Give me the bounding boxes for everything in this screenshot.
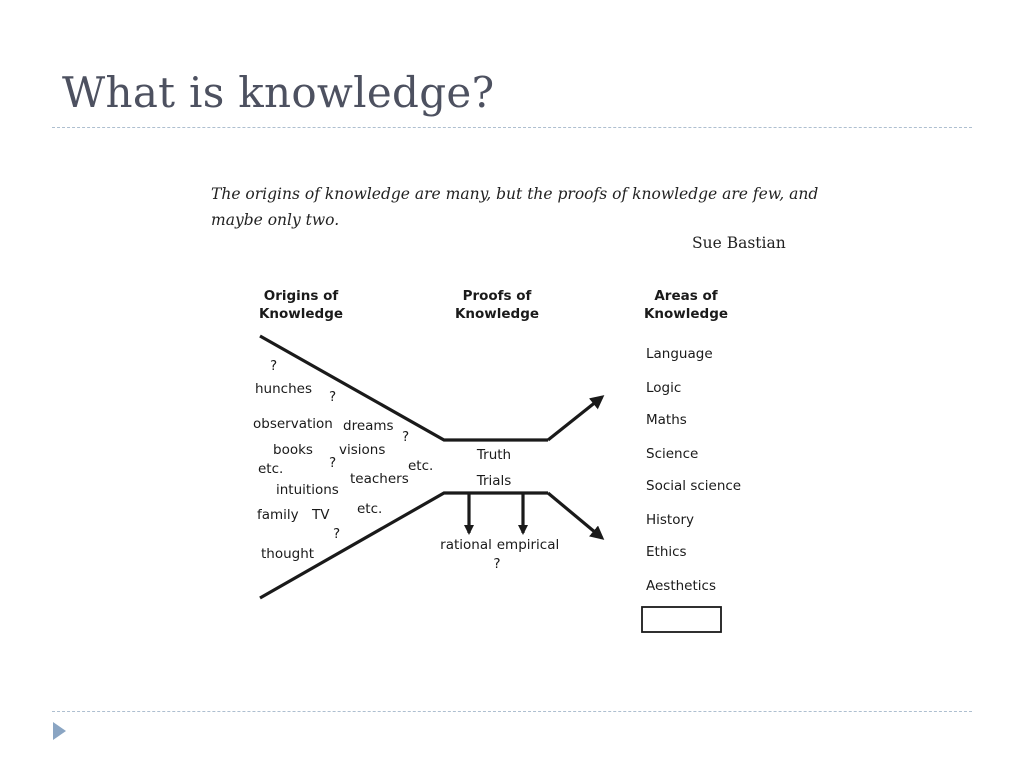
- area-maths: Maths: [646, 412, 687, 428]
- footer-divider: [52, 711, 972, 712]
- origin-dreams: dreams: [343, 418, 394, 434]
- origin-question-5: ?: [333, 526, 341, 542]
- origin-question-4: ?: [329, 455, 337, 471]
- quote-line-1: The origins of knowledge are many, but the proofs of knowledge are few, and: [211, 185, 819, 203]
- area-ethics: Ethics: [646, 544, 687, 560]
- origin-question-1: ?: [270, 358, 278, 374]
- origin-etc-2: etc.: [258, 461, 284, 477]
- origin-books: books: [273, 442, 313, 458]
- origin-hunches: hunches: [255, 381, 312, 397]
- origins-header-line-1: Origins of: [263, 288, 339, 304]
- slide-title: What is knowledge?: [62, 68, 495, 117]
- origin-observation: observation: [253, 416, 333, 432]
- quote-author: Sue Bastian: [692, 234, 786, 252]
- area-science: Science: [646, 446, 699, 462]
- origin-visions: visions: [339, 442, 386, 458]
- quote-line-2: maybe only two.: [211, 211, 340, 229]
- proof-rational: rational: [440, 537, 492, 553]
- origin-tv: TV: [312, 507, 330, 523]
- area-history: History: [646, 512, 695, 528]
- origin-family: family: [257, 507, 299, 523]
- proof-question: ?: [493, 556, 501, 572]
- proofs-header-line-1: Proofs of: [462, 288, 532, 304]
- origins-header-line-2: Knowledge: [258, 306, 344, 322]
- origin-etc-1: etc.: [408, 458, 434, 474]
- area-social-science: Social science: [646, 478, 742, 494]
- areas-header-line-1: Areas of: [654, 288, 718, 304]
- areas-header-line-2: Knowledge: [643, 306, 729, 322]
- blank-area-box: [642, 607, 721, 632]
- origin-teachers: teachers: [350, 471, 409, 487]
- proofs-header-line-2: Knowledge: [454, 306, 540, 322]
- upper-arrow: [548, 397, 602, 440]
- area-logic: Logic: [646, 380, 682, 396]
- proof-truth: Truth: [476, 447, 512, 463]
- origin-question-2: ?: [329, 389, 337, 405]
- proof-empirical: empirical: [496, 537, 560, 553]
- origin-intuitions: intuitions: [276, 482, 339, 498]
- bullet-triangle-icon: [53, 722, 66, 740]
- proof-trials: Trials: [476, 473, 512, 489]
- area-language: Language: [646, 346, 713, 362]
- origin-etc-3: etc.: [357, 501, 383, 517]
- lower-arrow: [548, 493, 602, 538]
- origin-question-3: ?: [402, 429, 410, 445]
- origin-thought: thought: [261, 546, 315, 562]
- area-aesthetics: Aesthetics: [646, 578, 716, 594]
